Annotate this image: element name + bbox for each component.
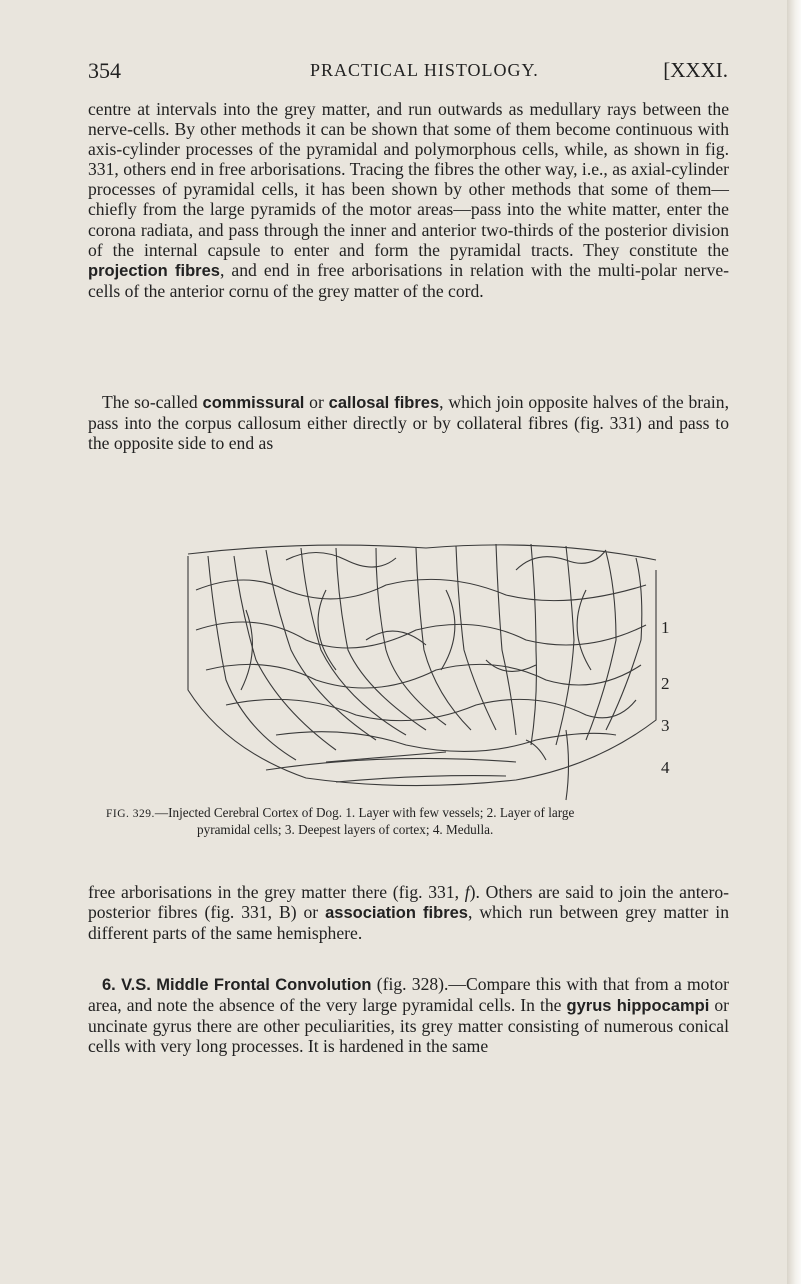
page-number: 354	[88, 58, 121, 83]
para2-end: , which join opposite halves of the brain, pass into the corpus callosum either directly or by collateral fibres (fig. 331) and pass to the opposite side to end as	[88, 392, 730, 454]
para2-start: The so-called	[102, 392, 198, 412]
running-header	[88, 58, 728, 88]
cortex-illustration	[186, 530, 676, 808]
figure-label-2: 2	[661, 674, 670, 693]
figure-caption	[106, 805, 746, 837]
figure-label-3: 3	[661, 716, 670, 735]
section-marker: [XXXI.	[663, 58, 728, 82]
paragraph-2	[88, 392, 729, 453]
term-gyrus-hippocampi: gyrus hippocampi	[566, 997, 710, 1016]
running-title: PRACTICAL HISTOLOGY.	[310, 60, 539, 80]
para1-text: centre at intervals into the grey matter, and run outwards as medullary rays between the nerve-cells. By other methods it can be shown that some of them become continuous with axis-cylinder processes of the pyramidal and polymorphous cells, while, as shown in fig. 331, others end in free arborisations. Tracing the fibres the other way, i.e., as axial-cylinder processes of pyramidal cells, it has been shown by other methods that some of them—chiefly from the large pyramids of the motor areas—pass into the white matter, enter the corona radiata, and pass through the inner and anterior two-thirds of the posterior division of the internal capsule to enter and form the pyramidal tracts. They constitute the	[88, 99, 729, 260]
para3-mid: ). Others are said to join the antero-posterior fibres (fig. 331, B) or	[88, 882, 729, 923]
term-association-fibres: association fibres	[325, 904, 468, 923]
para4-text: (fig. 328).—Compare this with that from a motor area, and note the absence of the very large pyramidal cells. In the	[88, 974, 730, 1016]
para2-or: or	[309, 392, 324, 412]
figure-label-4: 4	[661, 758, 670, 777]
figure-label-1: 1	[661, 618, 670, 637]
caption-label: FIG. 329.	[106, 808, 155, 820]
paragraph-4	[88, 974, 729, 1056]
caption-line-2: pyramidal cells; 3. Deepest layers of cortex; 4. Medulla.	[197, 822, 494, 837]
paragraph-1	[88, 99, 729, 301]
section-heading-6: 6. V.S. Middle Frontal Convolution	[102, 976, 372, 994]
para3-start: free arborisations in the grey matter there (fig. 331,	[88, 882, 460, 902]
caption-line-1: —Injected Cerebral Cortex of Dog. 1. Layer with few vessels; 2. Layer of large	[154, 805, 575, 820]
term-projection-fibres: projection fibres	[88, 261, 220, 280]
para3-end: , which run between grey matter in different parts of the same hemisphere.	[88, 902, 729, 944]
figure-cortex-drawing	[186, 530, 676, 808]
page-edge	[787, 0, 801, 1284]
paragraph-3	[88, 882, 729, 943]
term-commissural: commissural	[202, 394, 305, 412]
para4-end: or uncinate gyrus there are other peculiarities, its grey matter consisting of numerous conical cells with very long processes. It is hardened in the same	[88, 995, 729, 1057]
para3-f: f	[464, 882, 470, 902]
term-callosal-fibres: callosal fibres	[328, 394, 440, 412]
para1-end: , and end in free arborisations in relation with the multi-polar nerve-cells of the anterior cornu of the grey matter of the cord.	[88, 259, 729, 301]
